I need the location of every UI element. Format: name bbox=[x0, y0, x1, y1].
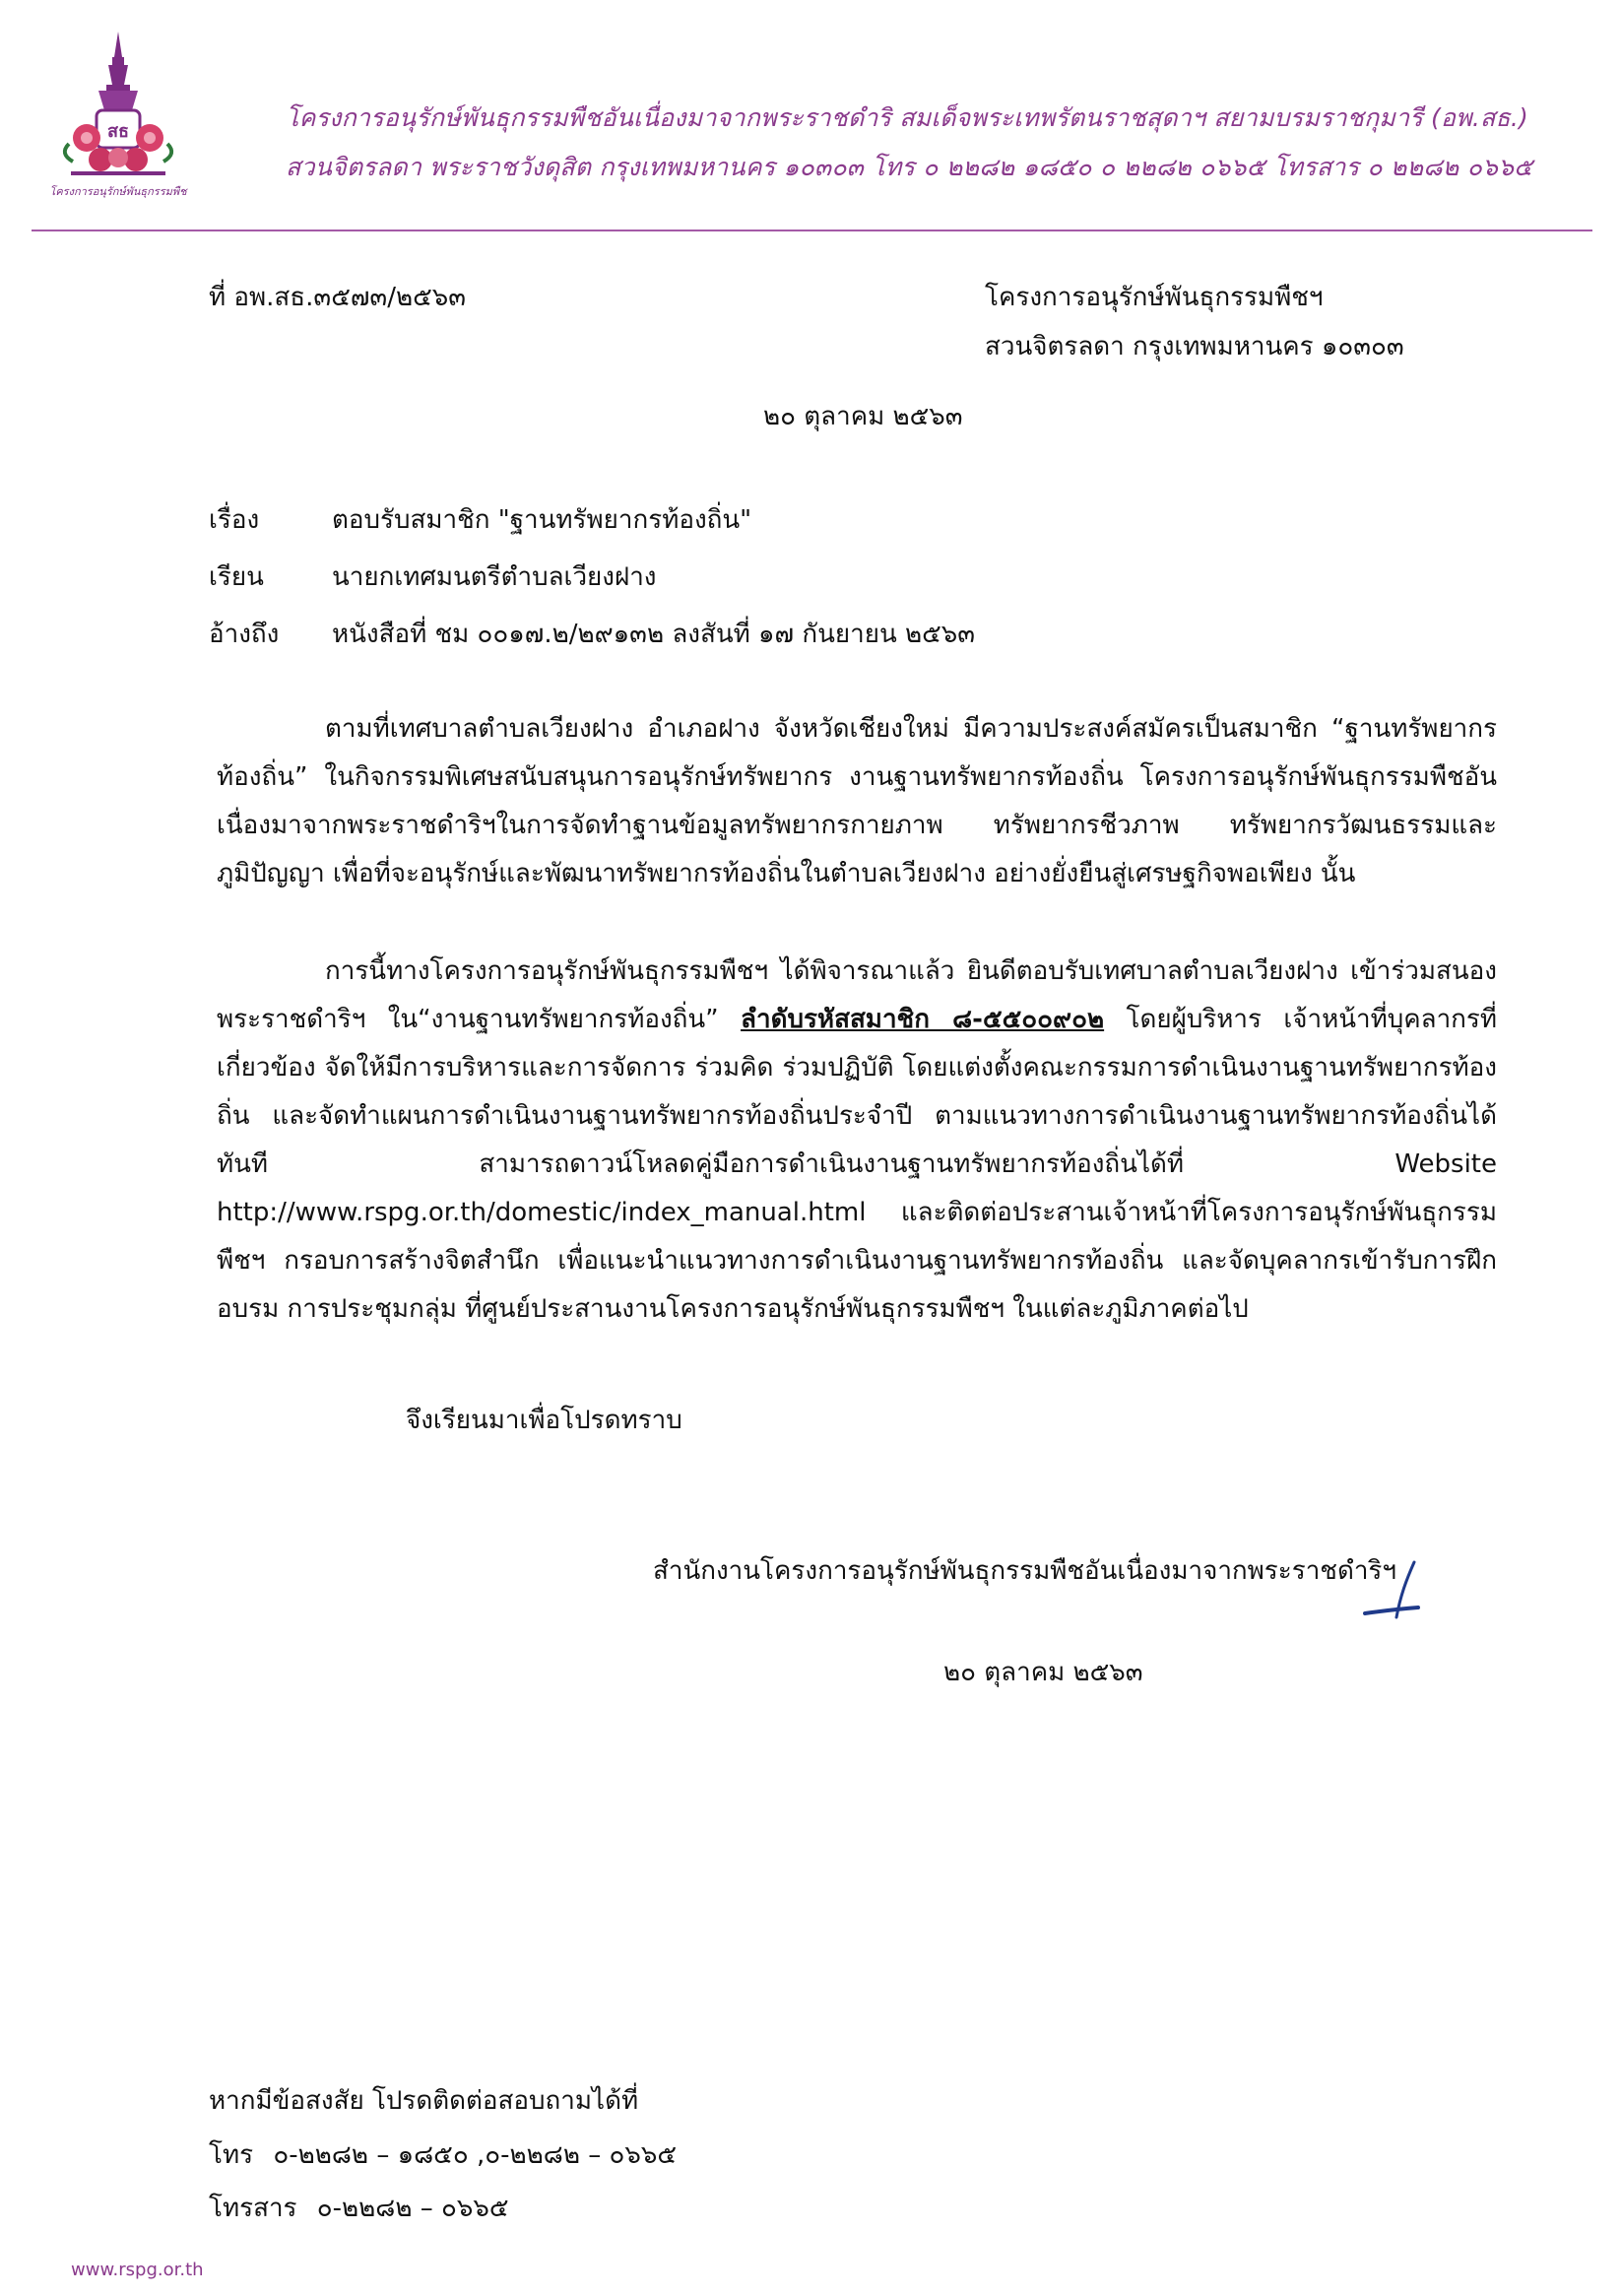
recipient-value: นายกเทศมนตรีตำบลเวียงฝาง bbox=[332, 562, 657, 592]
sender-line-2: สวนจิตรลดา กรุงเทพมหานคร ๑๐๓๐๓ bbox=[985, 332, 1404, 361]
logo-monogram: สธ bbox=[107, 121, 129, 142]
sender-line-1: โครงการอนุรักษ์พันธุกรรมพืชฯ bbox=[985, 283, 1324, 312]
recipient-label: เรียน bbox=[209, 562, 264, 592]
logo-emblem-icon bbox=[30, 28, 207, 203]
subject-value: ตอบรับสมาชิก "ฐานทรัพยากรท้องถิ่น" bbox=[332, 505, 752, 535]
document-number: ที่ อพ.สธ.๓๕๗๓/๒๕๖๓ bbox=[209, 283, 467, 312]
recipient-row bbox=[209, 558, 657, 597]
contact-fax-row bbox=[209, 2189, 509, 2228]
fax-number: ๐-๒๒๘๒ – ๐๖๖๕ bbox=[316, 2194, 509, 2223]
subject-label: เรื่อง bbox=[209, 505, 260, 535]
closing-text: จึงเรียนมาเพื่อโปรดทราบ bbox=[406, 1406, 682, 1435]
body-paragraph-2-text-a: การนี้ทางโครงการอนุรักษ์พันธุกรรมพืชฯ ได้พิจารณาแล้ว ยินดีตอบรับเทศบาลตำบลเวียงฝาง เข้าร่วมสนองพระราชดำริฯ ใน“งานฐานทรัพยากรท้องถิ่น” bbox=[217, 956, 1497, 1034]
body-paragraph-2-text-b: โดยผู้บริหาร เจ้าหน้าที่บุคลากรที่เกี่ยวข้อง จัดให้มีการบริหารและการจัดการ ร่วมคิด ร่วมปฏิบัติ โดยแต่งตั้งคณะกรรมการดำเนินงานฐานทรัพยากรท้องถิ่น และจัดทำแผนการดำเนินงานฐานทรัพยากรท้องถิ่นประจำปี ตามแนวทางการดำเนินงานฐานทรัพยากรท้องถิ่นได้ทันที สามารถดาวน์โหลดคู่มือการดำเนินงานฐานทรัพยากรท้องถิ่นได้ที่ Website http://www.rspg.or.th/domestic/index_manual.html และติดต่อประสานเจ้าหน้าที่โครงการอนุรักษ์พันธุกรรมพืชฯ กรอบการสร้างจิตสำนึก เพื่อแนะนำแนวทางการดำเนินงานฐานทรัพยากรท้องถิ่น และจัดบุคลากรเข้ารับการฝึกอบรม การประชุมกลุ่ม ที่ศูนย์ประสานงานโครงการอนุรักษ์พันธุกรรมพืชฯ ในแต่ละภูมิภาคต่อไป bbox=[217, 1005, 1498, 1324]
subject-row bbox=[209, 500, 751, 540]
footer-website[interactable]: www.rspg.or.th bbox=[71, 2260, 204, 2280]
organization-logo bbox=[30, 28, 207, 203]
signature-date: ๒๐ ตุลาคม ๒๕๖๓ bbox=[943, 1658, 1143, 1687]
contact-phone-row bbox=[209, 2135, 677, 2175]
reference-label: อ้างถึง bbox=[209, 620, 280, 649]
body-paragraph-1 bbox=[217, 705, 1497, 898]
body-paragraph-1-text: ตามที่เทศบาลตำบลเวียงฝาง อำเภอฝาง จังหวัดเชียงใหม่ มีความประสงค์สมัครเป็นสมาชิก “ฐานทรัพยากรท้องถิ่น” ในกิจกรรมพิเศษสนับสนุนการอนุรักษ์ทรัพยากร งานฐานทรัพยากรท้องถิ่น โครงการอนุรักษ์พันธุกรรมพืชอันเนื่องมาจากพระราชดำริฯในการจัดทำฐานข้อมูลทรัพยากรกายภาพ ทรัพยากรชีวภาพ ทรัพยากรวัฒนธรรมและภูมิปัญญา เพื่อที่จะอนุรักษ์และพัฒนาทรัพยากรท้องถิ่นในตำบลเวียงฝาง อย่างยั่งยืนสู่เศรษฐกิจพอเพียง นั้น bbox=[217, 714, 1497, 888]
letterhead-divider bbox=[32, 230, 1592, 231]
member-code: ลำดับรหัสสมาชิก ๘-๕๕๐๐๙๐๒ bbox=[741, 1005, 1105, 1034]
reference-row bbox=[209, 615, 975, 654]
contact-intro: หากมีข้อสงสัย โปรดติดต่อสอบถามได้ที่ bbox=[209, 2086, 639, 2116]
phone-label: โทร bbox=[209, 2140, 254, 2170]
signing-office: สำนักงานโครงการอนุรักษ์พันธุกรรมพืชอันเนื่องมาจากพระราชดำริฯ bbox=[653, 1556, 1396, 1586]
reference-value: หนังสือที่ ชม ๐๐๑๗.๒/๒๙๑๓๒ ลงสันที่ ๑๗ กันยายน ๒๕๖๓ bbox=[332, 620, 976, 649]
logo-caption: โครงการอนุรักษ์พันธุกรรมพืช bbox=[49, 185, 187, 198]
handwritten-signature bbox=[1359, 1558, 1438, 1627]
body-paragraph-2 bbox=[217, 948, 1497, 1334]
letter-date: ๒๐ ตุลาคม ๒๕๖๓ bbox=[763, 402, 963, 431]
fax-label: โทรสาร bbox=[209, 2194, 297, 2223]
phone-numbers: ๐-๒๒๘๒ – ๑๘๕๐ ,๐-๒๒๘๒ – ๐๖๖๕ bbox=[273, 2140, 678, 2170]
signature-mark-icon bbox=[1359, 1558, 1438, 1627]
letterhead-line-1: โครงการอนุรักษ์พันธุกรรมพืชอันเนื่องมาจากพระราชดำริ สมเด็จพระเทพรัตนราชสุดาฯ สยามบรมราชกุมารี (อพ.สธ.) bbox=[286, 103, 1528, 132]
letterhead-line-2: สวนจิตรลดา พระราชวังดุสิต กรุงเทพมหานคร ๑๐๓๐๓ โทร ๐ ๒๒๘๒ ๑๘๕๐ ๐ ๒๒๘๒ ๐๖๖๕ โทรสาร ๐ ๒๒๘๒ ๐๖๖๕ bbox=[286, 153, 1533, 181]
